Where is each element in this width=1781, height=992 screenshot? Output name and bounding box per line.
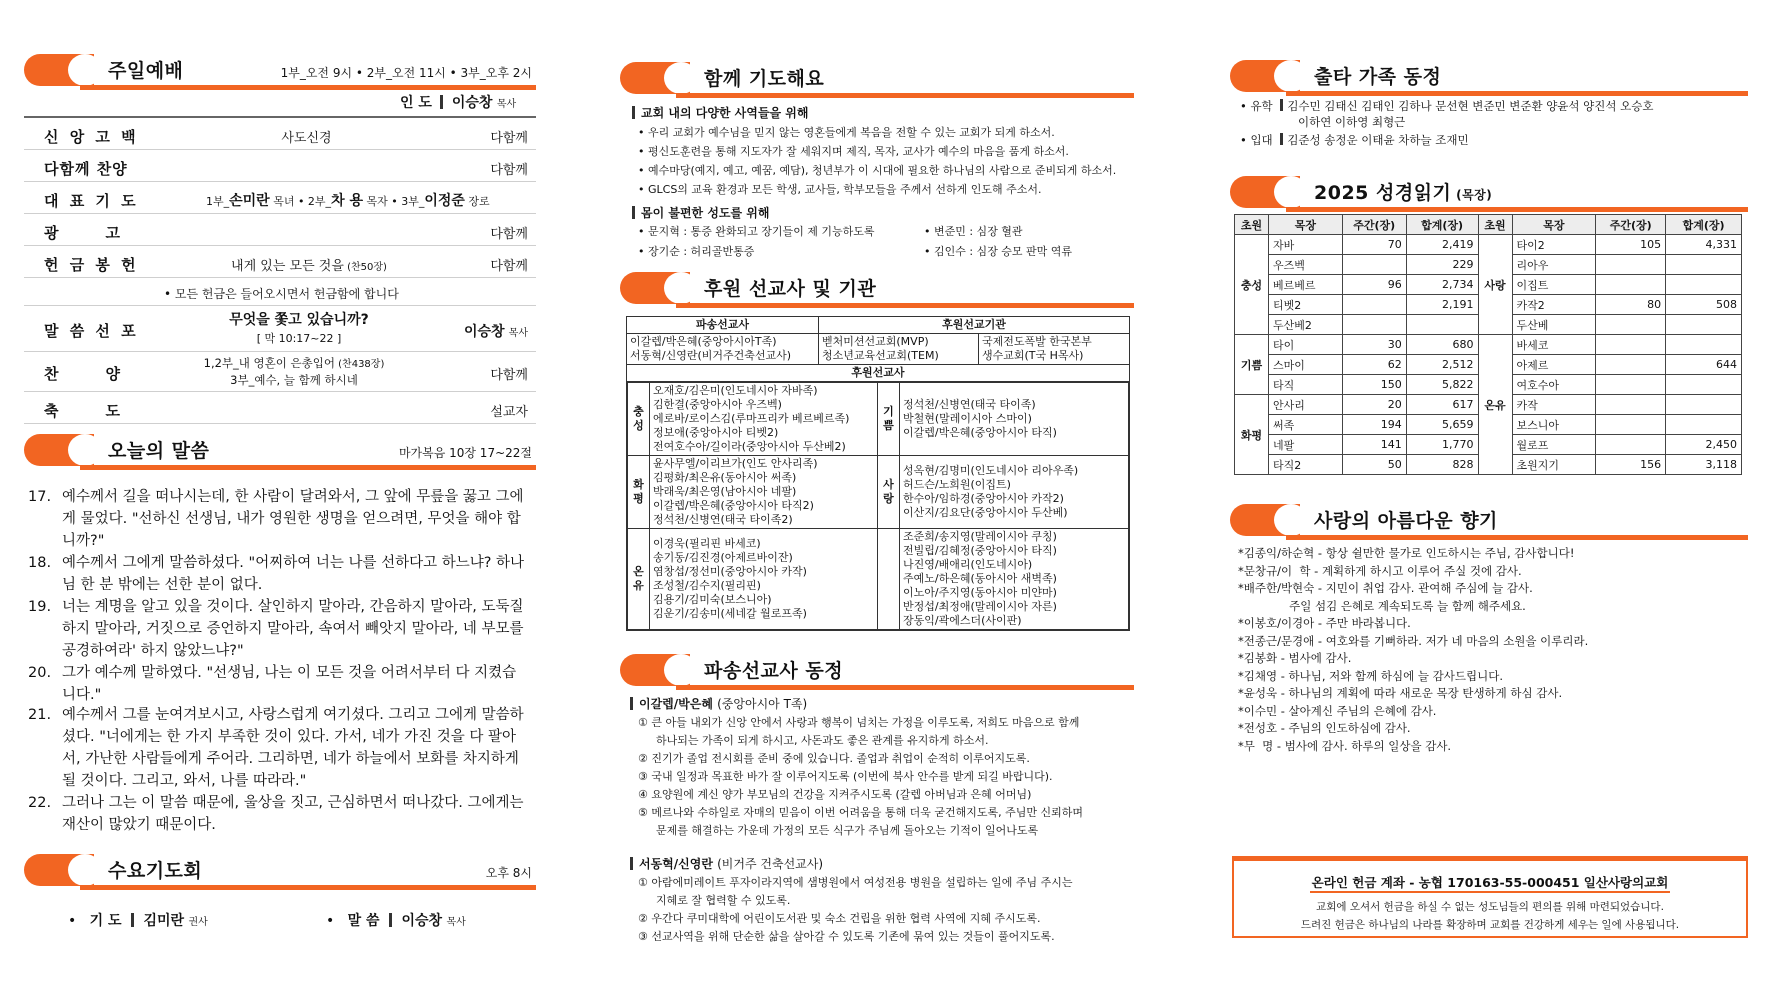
- reading-row: 기쁨 타이 30 680 온유 바세코: [1235, 335, 1742, 355]
- reading-row: 우즈벡 229 리아우: [1235, 255, 1742, 275]
- wednesday-time: 오후 8시: [485, 866, 532, 880]
- prayer-item: • 우리 교회가 예수님을 믿지 않는 영혼들에게 복음을 전할 수 있는 교회가 되게 하소서.: [638, 126, 1055, 139]
- gratitude-header: [1230, 500, 1748, 544]
- wednesday-header: [24, 850, 536, 894]
- gratitude-item: *이수민 - 살아계신 주님의 은혜에 감사.: [1238, 703, 1437, 718]
- news-item: ⑤ 메르나와 수하일로 자매의 믿음이 이번 어려움을 통해 더욱 굳건해지도록, 주님만 신뢰하며: [638, 806, 1083, 819]
- sermon-title: 무엇을 쫓고 있습니까?: [229, 312, 369, 328]
- support-header: [620, 268, 1134, 312]
- reading-row: 네팔 141 1,770 월로프 2,450: [1235, 435, 1742, 455]
- pray-title: 함께 기도해요: [704, 68, 825, 90]
- gratitude-item: *윤성욱 - 하나님의 계획에 따라 새로운 목장 탄생하게 하심 감사.: [1238, 686, 1563, 700]
- word-ref: 마가복음 10장 17~22절: [398, 446, 532, 460]
- news-item: 하나되는 가족이 되게 하시고, 사돈과도 좋은 관계를 유지하게 하소서.: [656, 734, 989, 747]
- row-creed: 신 앙 고 백 사도신경 다함께: [24, 118, 536, 150]
- gratitude-item: *문창규/이 학 - 계획하게 하시고 이루어 주실 것에 감사.: [1238, 563, 1522, 578]
- gratitude-item: *이봉호/이경아 - 주만 바라봅니다.: [1238, 616, 1411, 630]
- gratitude-item: *전종근/문경애 - 여호와를 기뻐하라. 저가 네 마음의 소원을 이루리라.: [1238, 633, 1589, 648]
- news-item: ③ 국내 일정과 목표한 바가 잘 이루어지도록 (이번에 북사 안수를 받게 되길 바랍니다).: [638, 770, 1053, 783]
- online-title: 온라인 헌금 계좌 - 농협 170163-55-000451 일산사랑의교회: [1311, 875, 1669, 890]
- church-prayer: 교회 내의 다양한 사역들을 위해 • 우리 교회가 예수님을 믿지 않는 영혼들에게 복음을 전할 수 있는 교회가 되게 하소서. • 평신도훈련을 통해 지도자가 잘 세워지며 제직, 목자, 교사가 예수의 마음을 품게 하소서. • 예수마당(예지, 예고, 예꿈, 예담), 청년부가 이 시대에 필요한 하나님의 사람으로 준비되게 하소서. • GLCS의 교육 환경과 모든 학생, 교사들, 학부모들을 주께서 선하게 인도해 주소서.: [632, 104, 1116, 199]
- prayer-item: • GLCS의 교육 환경과 모든 학생, 교사들, 학부모들을 주께서 선하게 인도해 주소서.: [638, 183, 1042, 196]
- verse: 21. 예수께서 그를 눈여겨보시고, 사랑스럽게 여기셨다. 그리고 그에게 말씀하셨다. "너에게는 한 가지 부족한 것이 있다. 가서, 네가 가진 것을 다 팔아서, 가난한 사람들에게 주어라. 그리하면, 네가 하늘에서 보화를 차지하게 될 것이다. 그리고, 와서, 나를 따라라.": [28, 707, 524, 789]
- wednesday-title: 수요기도회: [108, 860, 203, 882]
- row-praise: 다함께 찬양 다함께: [24, 150, 536, 182]
- prayer-item: • 평신도훈련을 통해 지도자가 잘 세워지며 제직, 목자, 교사가 예수의 마음을 품게 하소서.: [638, 145, 1069, 158]
- reading-header-row: 초원 목장 주간(장) 합계(장) 초원 목장 주간(장) 합계(장): [1235, 215, 1742, 235]
- reading-row: 써족 194 5,659 보스니아: [1235, 415, 1742, 435]
- gratitude-item: *김채영 - 하나님, 저와 함께 하심에 늘 감사드립니다.: [1238, 668, 1503, 683]
- reading-row: 베르베르 96 2,734 이집트: [1235, 275, 1742, 295]
- news-item: 지혜로 잘 협력할 수 있도록.: [656, 894, 791, 907]
- reading-row: 충성 자바 70 2,419 사랑 타이2 105 4,331: [1235, 235, 1742, 255]
- verse: 18. 예수께서 그에게 말씀하셨다. "어찌하여 너는 나를 선하다고 하느냐? 하나님 한 분 밖에는 선한 분이 없다.: [28, 555, 525, 593]
- gratitude-item: *배주한/박현숙 - 지민이 취업 감사. 관여해 주심에 늘 감사.: [1238, 581, 1533, 595]
- news-header: [620, 650, 1134, 694]
- support-title: 후원 선교사 및 기관: [704, 278, 877, 300]
- gratitude-item: *김종익/하순혁 - 항상 쉴만한 물가로 인도하시는 주님, 감사합니다!: [1238, 546, 1575, 560]
- row-hymn: 찬 양 1,2부_내 영혼이 은총입어 (찬438장) 3부_예수, 늘 함께 하시네 다함께: [24, 352, 536, 392]
- row-prayer: 대 표 기 도 1부_손미란 목녀 • 2부_차 용 목자 • 3부_이정준 장로: [24, 182, 536, 214]
- verse: 20. 그가 예수께 말하였다. "선생님, 나는 이 모든 것을 어려서부터 다 지켰습니다.": [28, 665, 517, 703]
- gratitude-item: 주일 섬김 은혜로 계속되도록 늘 함께 해주세요.: [1238, 598, 1526, 613]
- wednesday-word: • 말 씀 이승창 목사: [326, 913, 466, 929]
- row-notice: 광 고 다함께: [24, 214, 536, 246]
- missionary-table: 파송선교사 후원선교기관 이갈렙/박은혜(중앙아시아T족) 서동혁/신영란(비거주건축선교사) 벧처미션선교회(MVP) 청소년교육선교회(TEM) 국제전도폭발 한국본부 생수교회(T국 H목사) 후원선교사 충성 오재호/김은미(인도네시아 자바족) 김한결(중앙아시아 우즈벡) 에로바/로이스김(루마프리카 베르베르족) 정보애(중앙아시아 티벳2) 전여호수아/길이라(중앙아시아 두산베2) 기쁨 정석천/신병연(태국 타이족) 박철현(말레이시아 스마이) 이갈렙/박은혜(중앙아시아 타직) 화평 윤사무엘/이리브가(인도 안사리족) 김평화/최은유(동아시아 써족) 박래욱/최은영(남아시아 네팔) 이갈렙/박은혜(중앙아시아 타직2) 정석천/신병연(태국 타이족2) 사랑 성옥현/김명미(인도네시아 리아우족) 허드슨/노희원(이집트) 한수아/임하경(중앙아시아 카작2) 이산지/김요단(중앙아시아 두산베) 온유 이경욱(필리핀 바세코) 송기동/김진경(아제르바이잔) 염창섭/정선미(중앙아시아 카작) 조성철/김수지(필리핀) 김용기/김미숙(보스니아) 김운기/김송미(세네갈 월로프족) 조준희/송지영(말레이시아 쿠칭) 전빌립/김혜정(중앙아시아 타직) 나진영/배애리(인도네시아) 주예노/하은혜(동아시아 새벽족) 이노아/주지영(동아시아 미얀마) 반정섭/최정애(말레이시아 자른) 장동익/곽에스더(사이판): [626, 316, 1130, 631]
- worship-title: 주일예배: [108, 60, 184, 82]
- news-item: ② 우간다 쿠미대학에 어린이도서관 및 숙소 건립을 위한 협력 사역에 지혜 주시도록.: [638, 912, 1041, 925]
- reading-row: 화평 안사리 20 617 카작: [1235, 395, 1742, 415]
- word-title: 오늘의 말씀: [108, 440, 210, 462]
- news-item: ② 진기가 졸업 전시회를 준비 중에 있습니다. 졸업과 취업이 순적히 이루어지도록.: [638, 752, 1030, 765]
- gratitude-item: *전성호 - 주님의 인도하심에 감사.: [1238, 721, 1411, 735]
- news-item: ④ 요양원에 계신 양가 부모님의 건강을 지켜주시도록 (갈렙 아버님과 은혜 어머님): [638, 788, 1032, 801]
- family-list: • 유학 김수민 김태신 김태인 김하나 문선현 변준민 변준환 양윤석 양진석 오승호 이하연 이하영 최형근 • 입대 김준성 송정운 이태윤 차하늘 조재민: [1240, 99, 1654, 147]
- online-offering-box: 온라인 헌금 계좌 - 농협 170163-55-000451 일산사랑의교회 교회에 오셔서 헌금을 하실 수 없는 성도님들의 편의를 위해 마련되었습니다. 드려진 헌금은 하나님의 나라를 확장하며 교회를 건강하게 세우는 일에 사용됩니다.: [1232, 856, 1748, 938]
- row-benediction: 축 도 설교자: [24, 392, 536, 424]
- row-offering-note: • 모든 헌금은 들어오시면서 헌금함에 합니다: [24, 278, 536, 306]
- reading-row: 타직2 50 828 초원지기 156 3,118: [1235, 455, 1742, 475]
- worship-header: [24, 50, 536, 94]
- news-item: ③ 선교사역을 위해 단순한 삶을 살아갈 수 있도록 기존에 묶여 있는 것들이 풀어지도록.: [638, 930, 1055, 943]
- reading-row: 타직 150 5,822 여호수아: [1235, 375, 1742, 395]
- sermon-ref: [ 막 10:17~22 ]: [256, 332, 342, 345]
- gratitude-title: 사랑의 아름다운 향기: [1314, 510, 1498, 532]
- news-item: 문제를 해결하는 가운데 가정의 모든 식구가 주님께 돌아오는 기적이 일어나도록: [656, 824, 1039, 837]
- row-sermon: 말 씀 선 포 무엇을 쫓고 있습니까? [ 막 10:17~22 ] 이승창 목사: [24, 306, 536, 352]
- row-offering: 헌 금 봉 헌 내게 있는 모든 것을 (찬50장) 다함께: [24, 246, 536, 278]
- reading-title: 2025 성경읽기 (목장): [1314, 182, 1493, 204]
- missionary-news-1: 이갈렙/박은혜 (중앙아시아 T족) ① 큰 아들 내외가 신앙 안에서 사랑과 행복이 넘치는 가정을 이루도록, 저희도 마음으로 함께 하나되는 가족이 되게 하시고, 사돈과도 좋은 관계를 유지하게 하소서. ② 진기가 졸업 전시회를 준비 중에 있습니다. 졸업과 취업이 순적히 이루어지도록. ③ 국내 일정과 목표한 바가 잘 이루어지도록 (이번에 북사 안수를 받게 되길 바랍니다). ④ 요양원에 계신 양가 부모님의 건강을 지켜주시도록 (갈렙 아버님과 은혜 어머님) ⑤ 메르나와 수하일로 자매의 믿음이 이번 어려움을 통해 더욱 굳건해지도록, 주님만 신뢰하며 문제를 해결하는 가운데 가정의 모든 식구가 주님께 돌아오는 기적이 일어나도록: [630, 695, 1140, 840]
- missionary-news-2: 서동혁/신영란 (비거주 건축선교사) ① 아람에미레이트 푸자이라지역에 샘병원에서 여성전용 병원을 설립하는 일에 주님 주시는 지혜로 잘 협력할 수 있도록. ② 우간다 쿠미대학에 어린이도서관 및 숙소 건립을 위한 협력 사역에 지혜 주시도록. ③ 선교사역을 위해 단순한 삶을 살아갈 수 있도록 기존에 묶여 있는 것들이 풀어지도록.: [630, 855, 1140, 946]
- verse: 22. 그러나 그는 이 말씀 때문에, 울상을 짓고, 근심하면서 떠나갔다. 그에게는 재산이 많았기 때문이다.: [28, 795, 524, 833]
- news-item: ① 아람에미레이트 푸자이라지역에 샘병원에서 여성전용 병원을 설립하는 일에 주님 주시는: [638, 876, 1073, 889]
- verse: 19. 너는 계명을 알고 있을 것이다. 살인하지 말아라, 간음하지 말아라, 도둑질 하지 말아라, 거짓으로 증언하지 말아라, 속여서 빼앗지 말아라, 네 부모를 공경하여라' 하지 않았느냐?": [28, 599, 524, 659]
- family-header: [1230, 56, 1748, 100]
- news-title: 파송선교사 동정: [704, 660, 844, 682]
- verse: 17. 예수께서 길을 떠나시는데, 한 사람이 달려와서, 그 앞에 무릎을 꿇고 그에게 물었다. "선하신 선생님, 내가 영원한 생명을 얻으려면, 무엇을 해야 합니까?": [28, 489, 524, 549]
- news-item: ① 큰 아들 내외가 신앙 안에서 사랑과 행복이 넘치는 가정을 이루도록, 저희도 마음으로 함께: [638, 716, 1080, 729]
- family-title: 출타 가족 동정: [1314, 66, 1442, 88]
- gratitude-item: *무 명 - 범사에 감사. 하루의 일상을 감사.: [1238, 738, 1452, 753]
- word-header: [24, 430, 536, 474]
- wednesday-prayer: • 기 도 김미란 권사: [68, 913, 208, 929]
- gratitude-item: *김봉화 - 범사에 감사.: [1238, 651, 1352, 665]
- sick-prayer: 몸이 불편한 성도를 위해 • 문지혁 : 통증 완화되고 장기들이 제 기능하도록 • 변준민 : 심장 혈관 • 장기순 : 허리골반통증 • 김인수 : 심장 승모 판막 역류: [632, 204, 1118, 263]
- reading-row: 두산베2 두산베: [1235, 315, 1742, 335]
- worship-leader: 인 도 이승창 목사: [400, 95, 517, 111]
- reading-table: [1234, 214, 1742, 475]
- gratitude-list: [1238, 545, 1588, 755]
- prayer-item: • 예수마당(예지, 예고, 예꿈, 예담), 청년부가 이 시대에 필요한 하나님의 사람으로 준비되게 하소서.: [638, 164, 1117, 177]
- pray-header: [620, 58, 1134, 102]
- reading-row: 스마이 62 2,512 아제르 644: [1235, 355, 1742, 375]
- reading-header: [1230, 172, 1748, 216]
- reading-row: 티벳2 2,191 카작2 80 508: [1235, 295, 1742, 315]
- worship-times: 1부_오전 9시 • 2부_오전 11시 • 3부_오후 2시: [280, 66, 532, 80]
